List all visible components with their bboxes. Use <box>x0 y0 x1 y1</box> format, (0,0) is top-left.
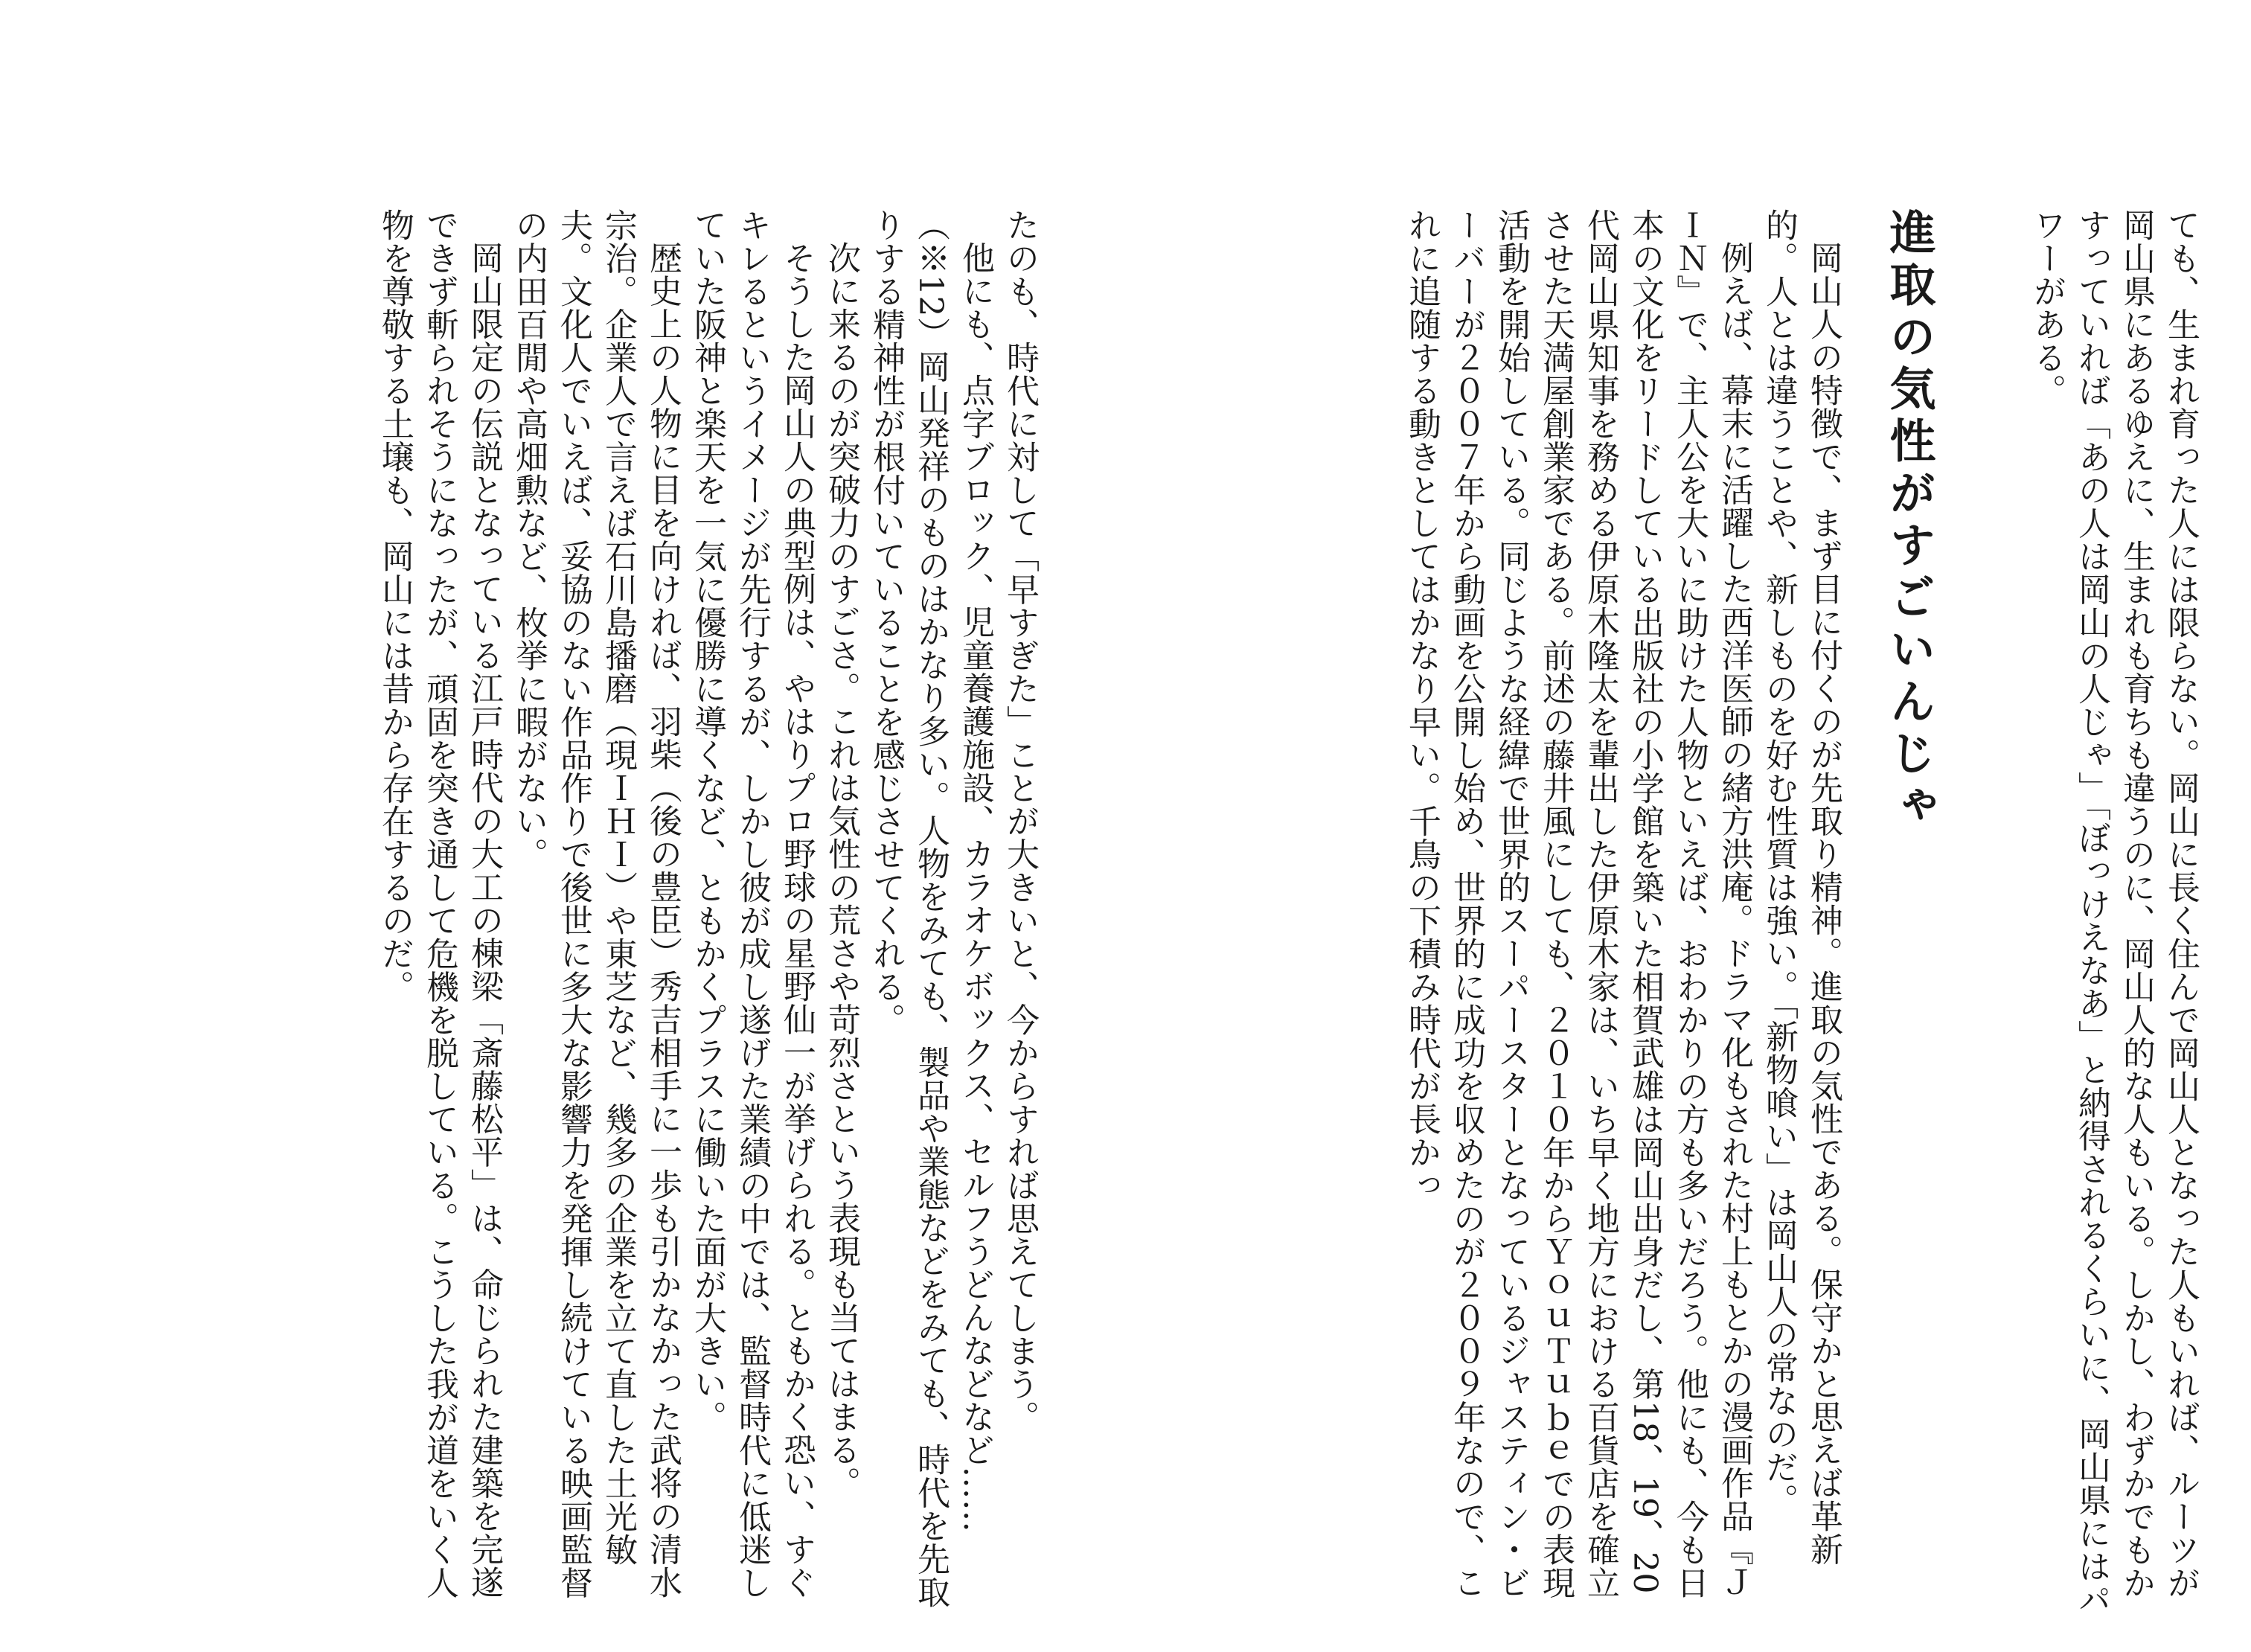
paragraph: 他にも、点字ブロック、児童養護施設、カラオケボックス、セルフうどんなどなど……（※12）岡山発祥のものはかなり多い。人物をみても、製品や業態などをみても、時代を先取りする精神性が根付いていることを感じさせてくれる。 <box>867 208 994 1609</box>
paragraph: 次に来るのが突破力のすごさ。これは気性の荒さや苛烈さという表現も当てはまる。 <box>822 241 860 1499</box>
intro-paragraph: ても、生まれ育った人には限らない。岡山に長く住んで岡山人となった人もいれば、ルーツが岡山県にあるゆえに、生まれも育ちも違うのに、岡山人的な人もいる。しかし、わずかでもかすっていれば「あの人は岡山の人じゃ」「ぼっけえなあ」と納得されるくらいに、岡山県にはパワーがある。 <box>2028 208 2200 1616</box>
left-page <box>223 208 1042 1622</box>
intro-column <box>1950 208 2203 1622</box>
continuation-paragraph: たのも、時代に対して「早すぎた」ことが大きいと、今からすれば思えてしまう。 <box>1001 208 1039 1434</box>
right-page <box>1265 208 2203 1622</box>
left-body-column <box>223 208 1042 1622</box>
paragraph: 歴史上の人物に目を向ければ、羽柴（後の豊臣）秀吉相手に一歩も引かなかった武将の清水宗治。企業人で言えば石川島播磨（現ＩＨＩ）や東芝など、幾多の企業を立て直した土光敏夫。文化人でいえば、妥協のない作品作りで後世に多大な影響力を発揮し続けている映画監督の内田百閒や高畑勲など、枚挙に暇がない。 <box>510 208 682 1599</box>
paragraph: 例えば、幕末に活躍した西洋医師の緒方洪庵。ドラマ化もされた村上もとかの漫画作品『ＪＩＮ』で、主人公を大いに助けた人物といえば、おわかりの方も多いだろう。他にも、今も日本の文化をリードしている出版社の小学館を築いた相賀武雄は岡山出身だし、第18、19、20代岡山県知事を務める伊原木隆太を輩出した伊原木家は、いち早く地方における百貨店を確立させた天満屋創業家である。前述の藤井風にしても、２０１０年からＹｏｕＴｕｂｅでの表現活動を開始している。同じような経緯で世界的スーパースターとなっているジャスティン・ビーバーが２００７年から動画を公開し始め、世界的に成功を収めたのが２００９年なので、これに追随する動きとしてはかなり早い。千鳥の下積み時代が長かっ <box>1403 208 1753 1599</box>
paragraph: 岡山人の特徴で、まず目に付くのが先取り精神。進取の気性である。保守かと思えば革新的。人とは違うことや、新しものを好む性質は強い。「新物喰い」は岡山人の常なのだ。 <box>1760 208 1842 1566</box>
section-heading: 進取の気性がすごいんじゃ <box>1882 208 1936 833</box>
paragraph: 岡山限定の伝説となっている江戸時代の大工の棟梁「斎藤松平」は、命じられた建築を完遂できず斬られそうになったが、頑固を突き通して危機を脱している。こうした我が道をいく人物を尊敬する土壌も、岡山には昔から存在するのだ。 <box>376 208 503 1599</box>
right-body-column <box>1265 208 1845 1622</box>
paragraph: そうした岡山人の典型例は、やはりプロ野球の星野仙一が挙げられる。ともかく恐い、すぐキレるというイメージが先行するが、しかし彼が成し遂げた業績の中では、監督時代に低迷していた阪神と楽天を一気に優勝に導くなど、ともかくプラスに働いた面が大きい。 <box>688 208 816 1599</box>
